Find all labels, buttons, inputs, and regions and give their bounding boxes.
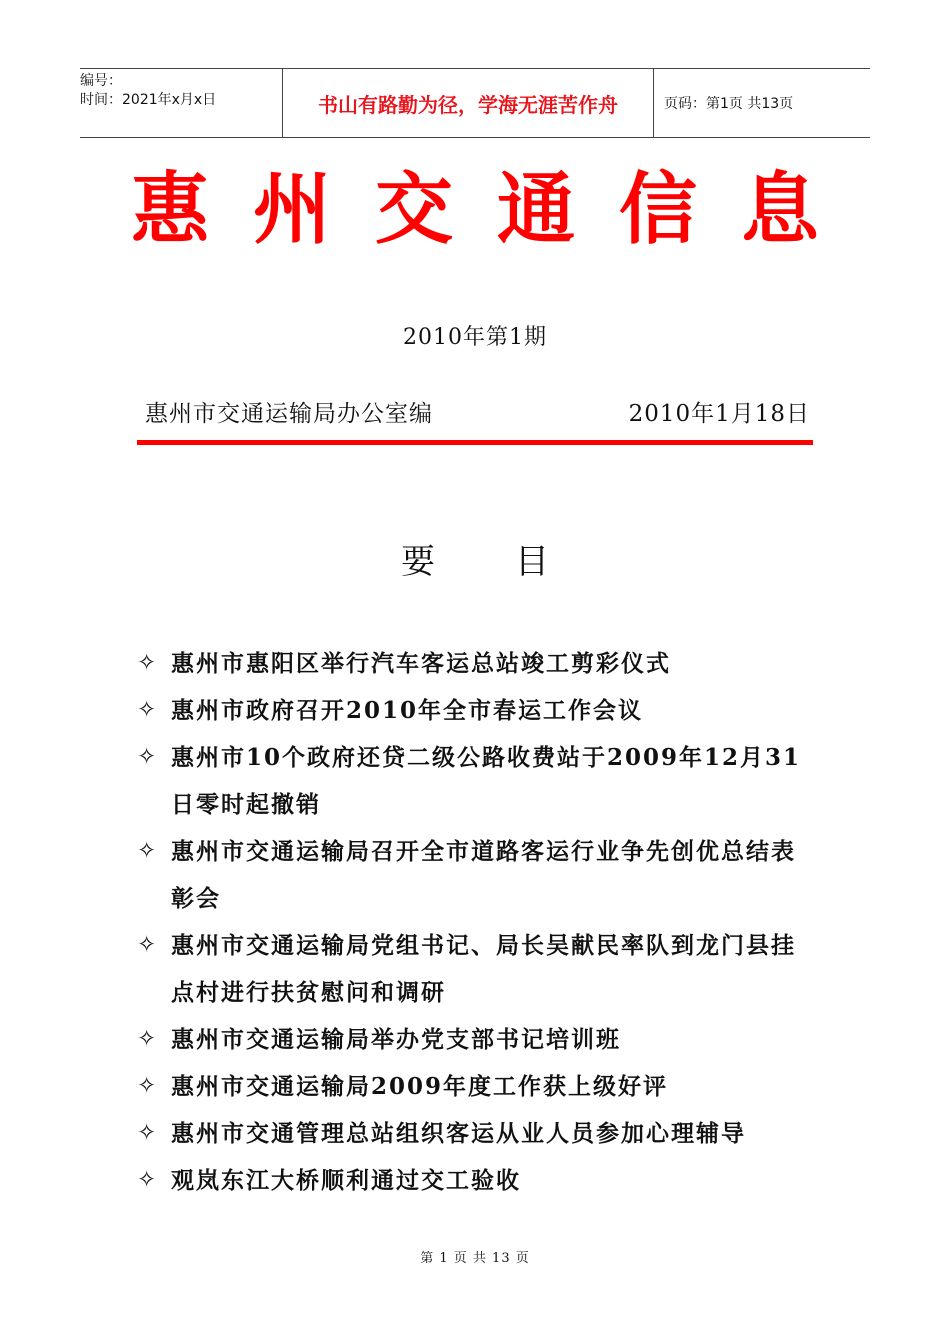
toc-item-text: 惠州市交通运输局2009年度工作获上级好评 <box>171 1073 669 1100</box>
red-divider <box>137 440 813 445</box>
issue-number: 2010年第1期 <box>403 325 547 350</box>
toc-item-text: 惠州市交通运输局党组书记、局长吴献民率队到龙门县挂点村进行扶贫慰问和调研 <box>171 932 796 1006</box>
toc-item-text: 惠州市交通运输局召开全市道路客运行业争先创优总结表彰会 <box>171 838 796 912</box>
toc-item-text: 惠州市政府召开2010年全市春运工作会议 <box>171 697 644 724</box>
diamond-bullet-icon: ✧ <box>137 650 159 676</box>
toc-item <box>137 828 817 922</box>
toc-item <box>137 734 817 828</box>
diamond-bullet-icon: ✧ <box>137 838 159 864</box>
diamond-bullet-icon: ✧ <box>137 1073 159 1099</box>
number-label: 编号： <box>80 73 122 89</box>
header-motto: 书山有路勤为径，学海无涯苦作舟 <box>282 69 654 137</box>
diamond-bullet-icon: ✧ <box>137 932 159 958</box>
diamond-bullet-icon: ✧ <box>137 697 159 723</box>
toc-item <box>137 640 817 687</box>
toc-item <box>137 1157 817 1204</box>
diamond-bullet-icon: ✧ <box>137 744 159 770</box>
toc-item-text: 惠州市交通运输局举办党支部书记培训班 <box>171 1026 621 1053</box>
page-footer: 第 1 页 共 13 页 <box>420 1251 530 1266</box>
toc-item <box>137 687 817 734</box>
toc-list <box>137 640 817 1204</box>
toc-item <box>137 922 817 1016</box>
document-header <box>80 68 870 138</box>
masthead-title: 惠州交通信息 <box>130 164 863 255</box>
editor-line: 惠州市交通运输局办公室编 <box>145 401 433 427</box>
header-page-info: 页码：第1页 共13页 <box>664 96 794 112</box>
toc-item <box>137 1063 817 1110</box>
diamond-bullet-icon: ✧ <box>137 1026 159 1052</box>
diamond-bullet-icon: ✧ <box>137 1167 159 1193</box>
toc-item <box>137 1110 817 1157</box>
toc-item-text: 惠州市交通管理总站组织客运从业人员参加心理辅导 <box>171 1120 746 1147</box>
toc-item <box>137 1016 817 1063</box>
toc-item-text: 惠州市惠阳区举行汽车客运总站竣工剪彩仪式 <box>171 650 671 677</box>
header-meta <box>80 69 282 137</box>
toc-item-text: 惠州市10个政府还贷二级公路收费站于2009年12月31日零时起撤销 <box>171 744 802 818</box>
time-label: 时间：2021年x月x日 <box>80 92 217 108</box>
diamond-bullet-icon: ✧ <box>137 1120 159 1146</box>
toc-item-text: 观岚东江大桥顺利通过交工验收 <box>171 1167 521 1194</box>
publish-date: 2010年1月18日 <box>628 401 810 427</box>
toc-title: 要目 <box>401 542 629 582</box>
